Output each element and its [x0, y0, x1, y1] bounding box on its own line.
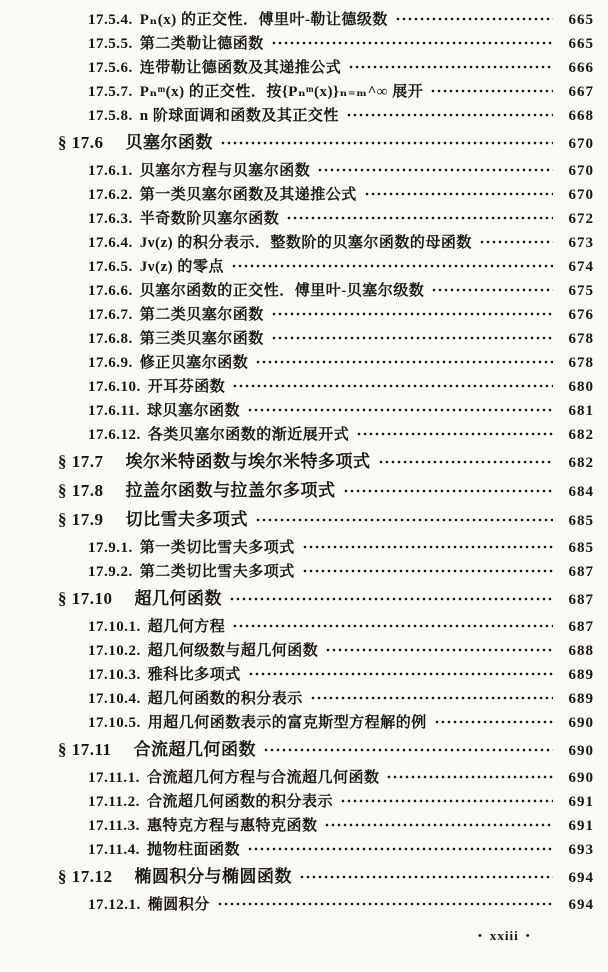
entry-title: 椭圆积分 [147, 897, 210, 913]
entry-page: 681 [568, 403, 594, 419]
entry-title: 合流超几何方程与合流超几何函数 [146, 770, 380, 786]
entry-title: 第一类切比雪夫多项式 [139, 540, 295, 556]
footer-page-number: xxiii [489, 928, 519, 943]
entry-title: 贝塞尔函数 [125, 133, 213, 152]
entry-number: 17.5.5. [88, 36, 133, 52]
toc-entry [58, 104, 594, 128]
dot-leader [395, 12, 553, 24]
entry-number: 17.9.1. [88, 540, 133, 556]
entry-title: Jν(z) 的积分表示．整数阶的贝塞尔函数的母函数 [139, 235, 472, 251]
entry-page: 668 [568, 108, 594, 124]
entry-title: 第二类贝塞尔函数 [139, 307, 264, 323]
dot-leader [346, 108, 553, 120]
dot-leader [325, 643, 553, 655]
entry-page: 690 [568, 715, 594, 731]
entry-number: 17.6.10. [88, 379, 141, 395]
entry-number: 17.10.1. [88, 619, 141, 635]
entry-page: 685 [568, 540, 594, 556]
dot-leader [364, 187, 553, 199]
toc-entry [58, 159, 594, 183]
entry-number: 17.10.2. [88, 643, 141, 659]
entry-title: 超几何函数的积分表示 [147, 691, 303, 707]
entry-page: 667 [568, 84, 594, 100]
entry-page: 694 [568, 897, 594, 913]
entry-page: 670 [568, 187, 594, 203]
entry-number: 17.10.3. [88, 667, 141, 683]
toc-entry [58, 639, 594, 663]
page-footer [478, 928, 531, 944]
entry-title: 切比雪夫多项式 [125, 510, 248, 529]
entry-number: § 17.7 [58, 452, 104, 471]
toc-entry [58, 507, 594, 534]
dot-leader [299, 870, 553, 882]
entry-number: 17.9.2. [88, 564, 133, 580]
toc-entry [58, 893, 594, 917]
entry-title: 球贝塞尔函数 [146, 403, 240, 419]
toc-entry [58, 615, 594, 639]
entry-number: 17.6.8. [88, 331, 133, 347]
toc-entry [58, 560, 594, 584]
toc-entry [58, 279, 594, 303]
toc-entry [58, 255, 594, 279]
entry-page: 678 [568, 355, 594, 371]
toc-entry [58, 303, 594, 327]
entry-number: 17.6.5. [88, 259, 133, 275]
dot-leader [229, 592, 553, 604]
entry-number: 17.11.3. [88, 818, 140, 834]
dot-leader [286, 211, 553, 223]
entry-number: 17.5.4. [88, 12, 133, 28]
entry-number: § 17.12 [58, 867, 113, 886]
entry-title: 各类贝塞尔函数的渐近展开式 [147, 427, 350, 443]
entry-title: 椭圆积分与椭圆函数 [134, 867, 292, 886]
toc-entry [58, 80, 594, 104]
dot-leader [271, 36, 553, 48]
entry-number: 17.12.1. [88, 897, 141, 913]
toc-entry [58, 399, 594, 423]
dot-leader [271, 307, 553, 319]
entry-page: 674 [568, 259, 594, 275]
dot-leader [479, 235, 553, 247]
toc-entry [58, 56, 594, 80]
entry-title: 雅科比多项式 [147, 667, 241, 683]
entry-number: 17.10.5. [88, 715, 141, 731]
entry-number: 17.11.4. [88, 842, 140, 858]
entry-number: 17.5.6. [88, 60, 133, 76]
entry-number: § 17.10 [58, 589, 113, 608]
entry-page: 666 [568, 60, 594, 76]
toc-entry [58, 687, 594, 711]
toc-entry [58, 423, 594, 447]
entry-title: 第二类勒让德函数 [139, 36, 264, 52]
entry-number: 17.6.7. [88, 307, 133, 323]
entry-number: 17.6.12. [88, 427, 141, 443]
dot-leader [378, 455, 554, 467]
entry-title: 合流超几何函数 [133, 740, 257, 759]
entry-page: 694 [568, 870, 594, 886]
entry-number: 17.6.3. [88, 211, 133, 227]
dot-leader [434, 715, 553, 727]
entry-page: 693 [568, 842, 594, 858]
toc-entry [58, 536, 594, 560]
dot-leader [220, 136, 553, 148]
toc-entry [58, 864, 594, 891]
entry-title: Pₙᵐ(x) 的正交性．按{Pₙᵐ(x)}ₙ₌ₘ^∞ 展开 [139, 84, 424, 100]
entry-page: 676 [568, 307, 594, 323]
entry-number: 17.11.2. [88, 794, 140, 810]
toc-entry [58, 449, 594, 476]
entry-number: 17.6.2. [88, 187, 133, 203]
dot-leader [231, 259, 553, 271]
entry-number: 17.11.1. [88, 770, 140, 786]
dot-leader [386, 770, 553, 782]
entry-page: 680 [568, 379, 594, 395]
entry-number: § 17.11 [58, 740, 112, 759]
toc-entry [58, 8, 594, 32]
toc-entry [58, 375, 594, 399]
entry-title: Pₙ(x) 的正交性．傅里叶-勒让德级数 [139, 12, 388, 28]
entry-number: 17.6.1. [88, 163, 133, 179]
entry-title: 惠特克方程与惠特克函数 [146, 818, 318, 834]
dot-leader [348, 60, 553, 72]
toc-entry [58, 351, 594, 375]
entry-page: 687 [568, 564, 594, 580]
entry-page: 678 [568, 331, 594, 347]
entry-number: § 17.6 [58, 133, 104, 152]
entry-title: 开耳芬函数 [147, 379, 226, 395]
entry-title: 半奇数阶贝塞尔函数 [139, 211, 280, 227]
toc-entry [58, 327, 594, 351]
entry-page: 688 [568, 643, 594, 659]
dot-leader [271, 331, 553, 343]
dot-leader [317, 163, 553, 175]
toc-entry [58, 183, 594, 207]
entry-title: 第一类贝塞尔函数及其递推公式 [139, 187, 357, 203]
entry-title: 连带勒让德函数及其递推公式 [139, 60, 342, 76]
toc-entry [58, 586, 594, 613]
entry-page: 675 [568, 283, 594, 299]
dot-leader [232, 379, 553, 391]
toc-entry [58, 814, 594, 838]
entry-page: 690 [568, 770, 594, 786]
entry-number: 17.6.4. [88, 235, 133, 251]
toc-entry [58, 478, 594, 505]
toc-entry [58, 231, 594, 255]
entry-page: 665 [568, 36, 594, 52]
entry-title: 超几何方程 [147, 619, 226, 635]
toc-entry [58, 207, 594, 231]
entry-page: 687 [568, 619, 594, 635]
entry-page: 682 [568, 455, 594, 471]
entry-title: 抛物柱面函数 [146, 842, 240, 858]
dot-leader [302, 540, 553, 552]
entry-title: 修正贝塞尔函数 [139, 355, 249, 371]
dot-leader [255, 513, 553, 525]
toc-entry [58, 790, 594, 814]
entry-title: 第二类切比雪夫多项式 [139, 564, 295, 580]
entry-page: 672 [568, 211, 594, 227]
entry-title: 第三类贝塞尔函数 [139, 331, 264, 347]
dot-leader [263, 743, 553, 755]
entry-page: 689 [568, 667, 594, 683]
dot-leader [430, 84, 553, 96]
toc-entry [58, 711, 594, 735]
entry-page: 670 [568, 136, 594, 152]
entry-page: 685 [568, 513, 594, 529]
footer-right-dot: • [525, 930, 531, 942]
entry-number: 17.5.8. [88, 108, 133, 124]
toc-entry [58, 663, 594, 687]
entry-number: 17.5.7. [88, 84, 133, 100]
entry-page: 691 [568, 794, 594, 810]
dot-leader [248, 667, 553, 679]
dot-leader [232, 619, 553, 631]
toc-entry [58, 737, 594, 764]
dot-leader [247, 842, 553, 854]
dot-leader [324, 818, 553, 830]
entry-page: 690 [568, 743, 594, 759]
dot-leader [302, 564, 553, 576]
entry-number: 17.6.9. [88, 355, 133, 371]
entry-number: 17.10.4. [88, 691, 141, 707]
toc-list [58, 8, 594, 917]
entry-title: 贝塞尔函数的正交性．傅里叶-贝塞尔级数 [139, 283, 425, 299]
entry-title: 用超几何函数表示的富克斯型方程解的例 [147, 715, 427, 731]
entry-page: 689 [568, 691, 594, 707]
entry-number: § 17.9 [58, 510, 104, 529]
toc-entry [58, 766, 594, 790]
entry-title: 拉盖尔函数与拉盖尔多项式 [125, 481, 336, 500]
entry-page: 665 [568, 12, 594, 28]
entry-title: Jν(z) 的零点 [139, 259, 224, 275]
entry-page: 682 [568, 427, 594, 443]
entry-page: 687 [568, 592, 594, 608]
dot-leader [255, 355, 553, 367]
entry-page: 684 [568, 484, 594, 500]
toc-entry [58, 32, 594, 56]
dot-leader [431, 283, 553, 295]
entry-title: 贝塞尔方程与贝塞尔函数 [139, 163, 311, 179]
entry-number: 17.6.11. [88, 403, 140, 419]
entry-title: 埃尔米特函数与埃尔米特多项式 [125, 452, 371, 471]
dot-leader [247, 403, 553, 415]
entry-page: 691 [568, 818, 594, 834]
entry-page: 670 [568, 163, 594, 179]
dot-leader [310, 691, 553, 703]
dot-leader [343, 484, 554, 496]
dot-leader [356, 427, 553, 439]
entry-title: 超几何级数与超几何函数 [147, 643, 319, 659]
dot-leader [217, 897, 553, 909]
toc-entry [58, 838, 594, 862]
entry-number: § 17.8 [58, 481, 104, 500]
entry-title: 合流超几何函数的积分表示 [146, 794, 333, 810]
dot-leader [340, 794, 553, 806]
entry-number: 17.6.6. [88, 283, 133, 299]
entry-title: 超几何函数 [134, 589, 222, 608]
toc-entry [58, 130, 594, 157]
entry-page: 673 [568, 235, 594, 251]
footer-left-dot: • [478, 930, 483, 942]
entry-title: n 阶球面调和函数及其正交性 [139, 108, 339, 124]
